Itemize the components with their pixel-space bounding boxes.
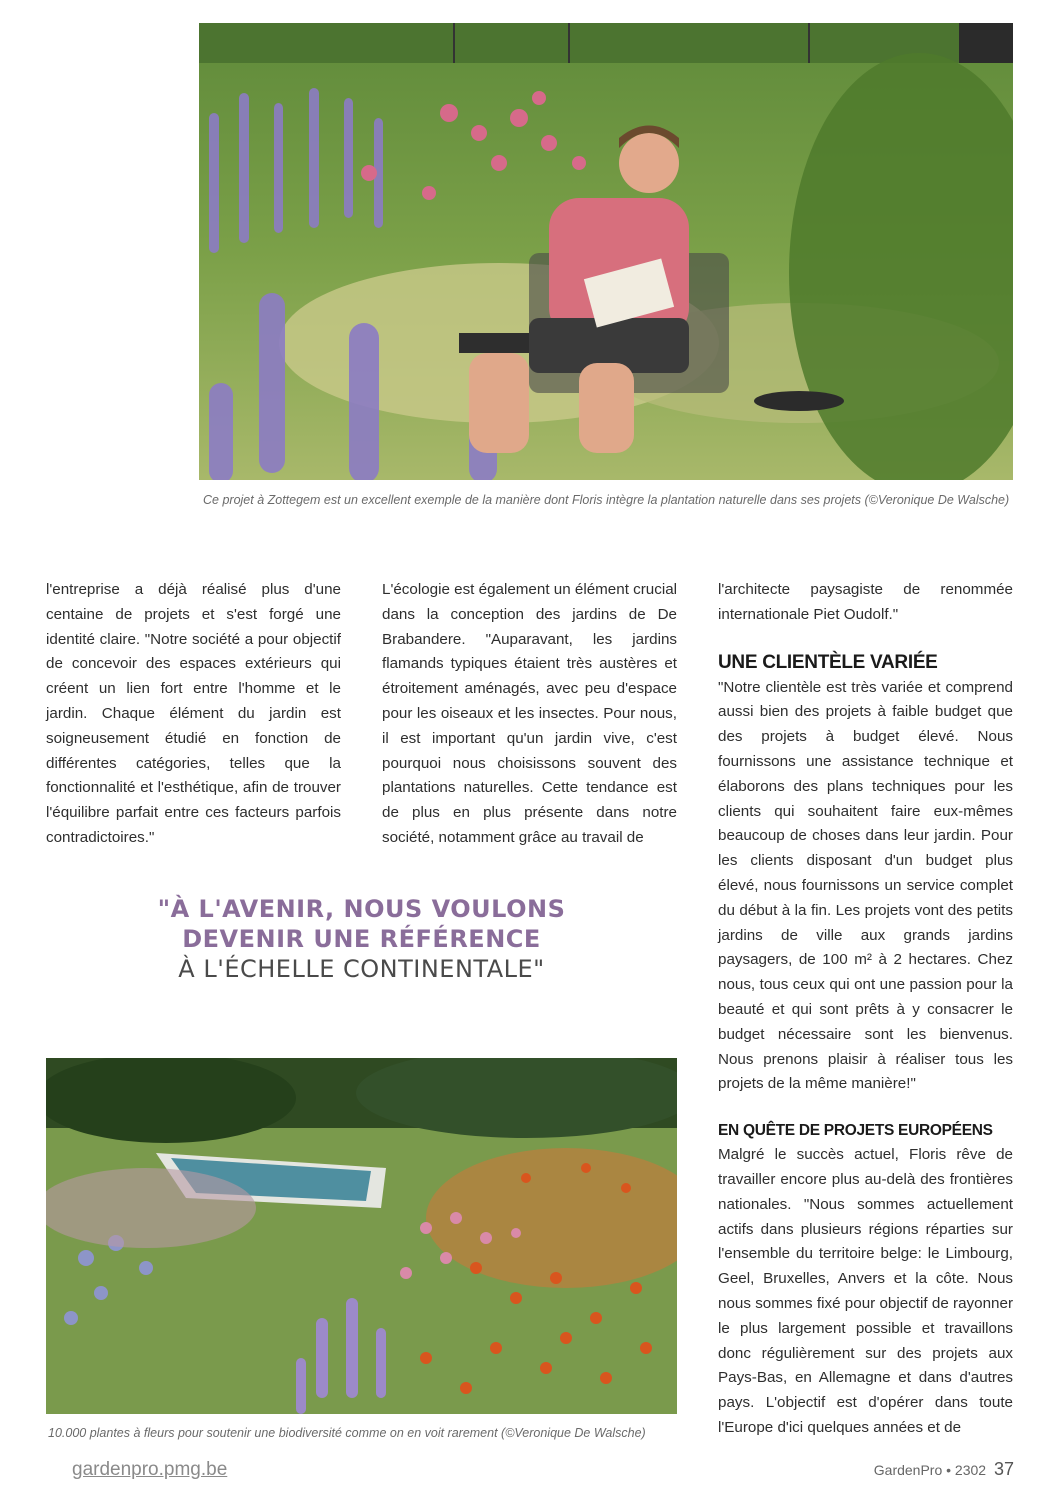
- pull-quote-line-3: À L'ÉCHELLE CONTINENTALE": [178, 955, 545, 983]
- column-2-text: L'écologie est également un élément crucial dans la conception des jardins de De Brabandere. "Auparavant, les jardins flamands typiques étaient très austères et étroitement aménagés, avec peu d'espace pour les oiseaux et les insectes. Pour nous, il est important qu'un jardin vive, c'est pourquoi nous choisissons souvent des plantations naturelles. Cette tendance est de plus en plus présente dans notre société, notamment grâce au travail de: [382, 581, 678, 846]
- column-1-text: l'entreprise a déjà réalisé plus d'une centaine de projets et s'est forgé une identité claire. "Notre société a pour objectif de concevoir des espaces extérieurs qui créent un lien fort entre l'homme et le jardin. Chaque élément du jardin est soigneusement étudié en fonction de différentes catégories, telles que la fonctionnalité et l'esthétique, afin de trouver l'équilibre parfait entre ces facteurs parfois contradictoires.": [46, 581, 341, 846]
- pull-quote-line-2: DEVENIR UNE RÉFÉRENCE: [182, 925, 541, 953]
- footer-issue-info: [874, 1459, 1014, 1480]
- column-3-paragraph-1: l'architecte paysagiste de renommée internationale Piet Oudolf.": [718, 581, 1013, 623]
- column-2: [382, 578, 677, 851]
- column-3-paragraph-3: Malgré le succès actuel, Floris rêve de travailler encore plus au-delà des frontières nationales. "Nous sommes actuellement actifs dans plusieurs régions réparties sur l'ensemble du territoire belge: le Limbourg, Geel, Bruxelles, Anvers et la côte. Nous nous sommes fixé pour objectif de rayonner le plus largement possible et travaillons donc régulièrement sur des projets aux Pays-Bas, en Allemagne et dans d'autres pays. L'objectif est d'opérer dans toute l'Europe d'ici quelques années et de: [718, 1146, 1013, 1436]
- page-number: 37: [993, 1459, 1014, 1479]
- pull-quote-line-1: "À L'AVENIR, NOUS VOULONS: [157, 895, 566, 923]
- column-1: [46, 578, 341, 851]
- section-heading-clientele: UNE CLIENTÈLE VARIÉE: [718, 651, 938, 673]
- top-photo: [199, 23, 1013, 480]
- pull-quote: [46, 894, 677, 984]
- footer-website-link[interactable]: gardenpro.pmg.be: [72, 1459, 228, 1480]
- top-photo-caption: Ce projet à Zottegem est un excellent exemple de la manière dont Floris intègre la plantation naturelle dans ses projets (©Veronique De Walsche): [203, 493, 1010, 507]
- garden-photo-man-reading-icon: [199, 23, 1013, 480]
- bottom-photo: [46, 1058, 677, 1414]
- section-heading-european: EN QUÊTE DE PROJETS EUROPÉENS: [718, 1122, 993, 1140]
- bottom-photo-caption: 10.000 plantes à fleurs pour soutenir une biodiversité comme on en voit rarement (©Veronique De Walsche): [48, 1426, 646, 1440]
- column-3: [718, 578, 1013, 1441]
- garden-photo-pool-flowers-icon: [46, 1058, 677, 1414]
- footer-issue: GardenPro • 2302: [873, 1462, 987, 1478]
- column-3-paragraph-2: "Notre clientèle est très variée et comprend aussi bien des projets à faible budget que des projets à budget élevé. Nous fournissons une assistance technique et élaborons des plans techniques pour les clients qui souhaitent faire eux-mêmes beaucoup de choses dans leur jardin. Pour les clients disposant d'un budget plus élevé, nous fournissons un service complet du début à la fin. Les projets vont des petits jardins de ville aux grands jardins paysagers, de 100 m² à 2 hectares. Chez nous, tous ceux qui ont une passion pour la beauté et qui sont prêts à y consacrer le budget nécessaire sont les bienvenus. Nous prenons plaisir à réaliser tous les projets de la même manière!": [718, 678, 1013, 1093]
